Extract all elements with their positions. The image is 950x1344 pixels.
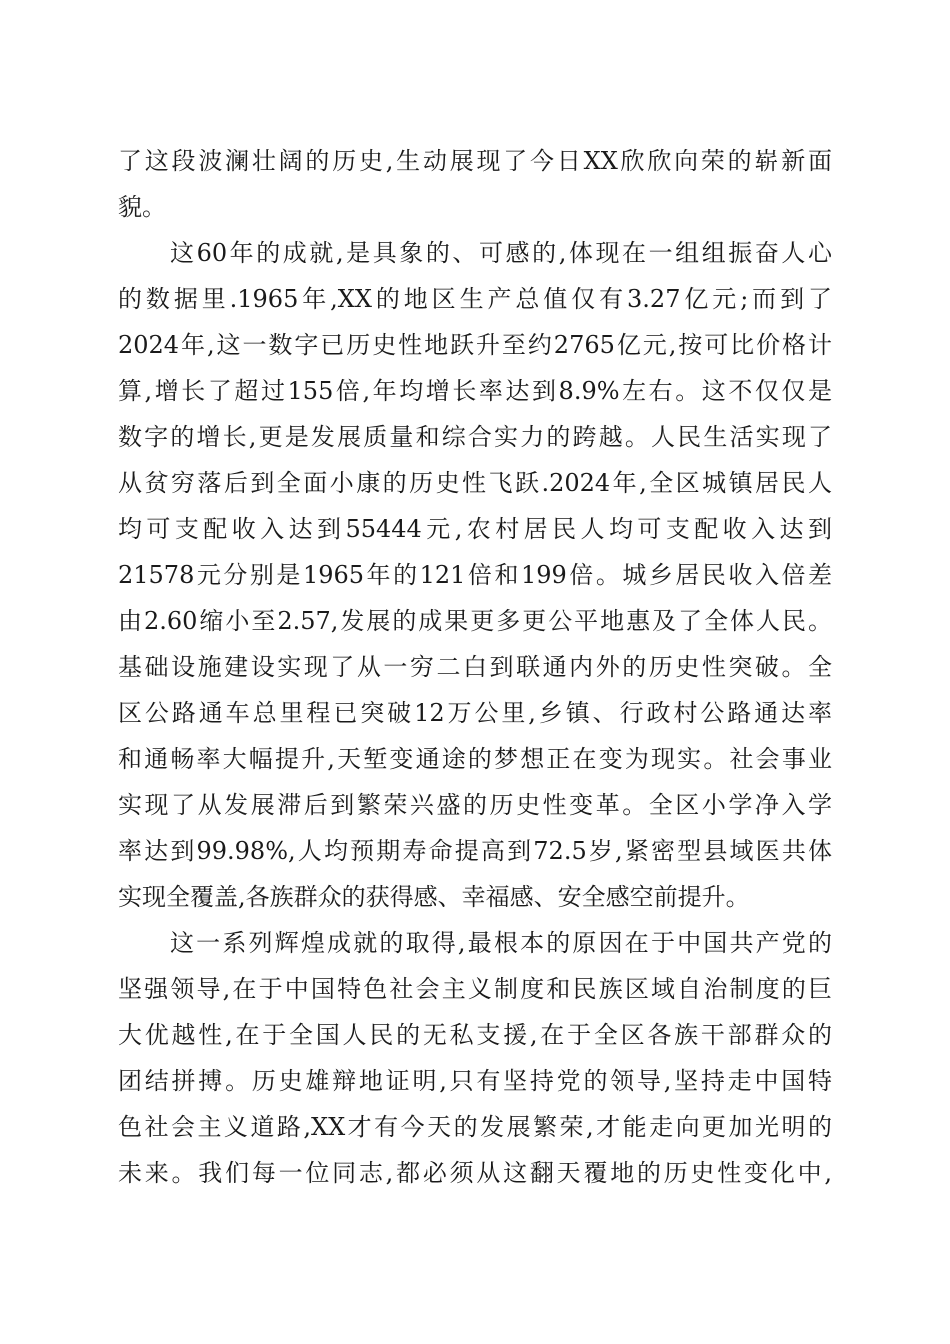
paragraph-2-line: 的数据里.1965年,XX的地区生产总值仅有3.27亿元;而到了 bbox=[118, 285, 832, 313]
paragraph-2-line: 数字的增长,更是发展质量和综合实力的跨越。人民生活实现了 bbox=[118, 423, 832, 451]
paragraph-3-line: 大优越性,在于全国人民的无私支援,在于全区各族干部群众的 bbox=[118, 1021, 832, 1049]
paragraph-2-line: 实现了从发展滞后到繁荣兴盛的历史性变革。全区小学净入学 bbox=[118, 791, 832, 819]
paragraph-2-line: 这60年的成就,是具象的、可感的,体现在一组组振奋人心 bbox=[170, 239, 832, 267]
paragraph-2-line: 均可支配收入达到55444元,农村居民人均可支配收入达到 bbox=[118, 515, 832, 543]
paragraph-3-line: 这一系列辉煌成就的取得,最根本的原因在于中国共产党的 bbox=[170, 929, 832, 957]
body-text bbox=[118, 138, 832, 1196]
paragraph-2-line: 实现全覆盖,各族群众的获得感、幸福感、安全感空前提升。 bbox=[118, 883, 750, 911]
paragraph-2-line: 区公路通车总里程已突破12万公里,乡镇、行政村公路通达率 bbox=[118, 699, 832, 727]
paragraph-2-line: 和通畅率大幅提升,天堑变通途的梦想正在变为现实。社会事业 bbox=[118, 745, 832, 773]
paragraph-2-line: 由2.60缩小至2.57,发展的成果更多更公平地惠及了全体人民。 bbox=[118, 607, 832, 635]
paragraph-2-line: 2024年,这一数字已历史性地跃升至约2765亿元,按可比价格计 bbox=[118, 331, 832, 359]
paragraph-3-line: 色社会主义道路,XX才有今天的发展繁荣,才能走向更加光明的 bbox=[118, 1113, 832, 1141]
paragraph-2-line: 基础设施建设实现了从一穷二白到联通内外的历史性突破。全 bbox=[118, 653, 832, 681]
paragraph-2-line: 从贫穷落后到全面小康的历史性飞跃.2024年,全区城镇居民人 bbox=[118, 469, 832, 497]
paragraph-1-line: 了这段波澜壮阔的历史,生动展现了今日XX欣欣向荣的崭新面 bbox=[118, 147, 832, 175]
paragraph-2-line: 21578元分别是1965年的121倍和199倍。城乡居民收入倍差 bbox=[118, 561, 832, 589]
paragraph-3-line: 未来。我们每一位同志,都必须从这翻天覆地的历史性变化中, bbox=[118, 1159, 832, 1187]
paragraph-1-line: 貌。 bbox=[118, 193, 166, 221]
paragraph-3-line: 坚强领导,在于中国特色社会主义制度和民族区域自治制度的巨 bbox=[118, 975, 832, 1003]
paragraph-3-line: 团结拼搏。历史雄辩地证明,只有坚持党的领导,坚持走中国特 bbox=[118, 1067, 832, 1095]
paragraph-2-line: 算,增长了超过155倍,年均增长率达到8.9%左右。这不仅仅是 bbox=[118, 377, 832, 405]
paragraph-2-line: 率达到99.98%,人均预期寿命提高到72.5岁,紧密型县域医共体 bbox=[118, 837, 832, 865]
